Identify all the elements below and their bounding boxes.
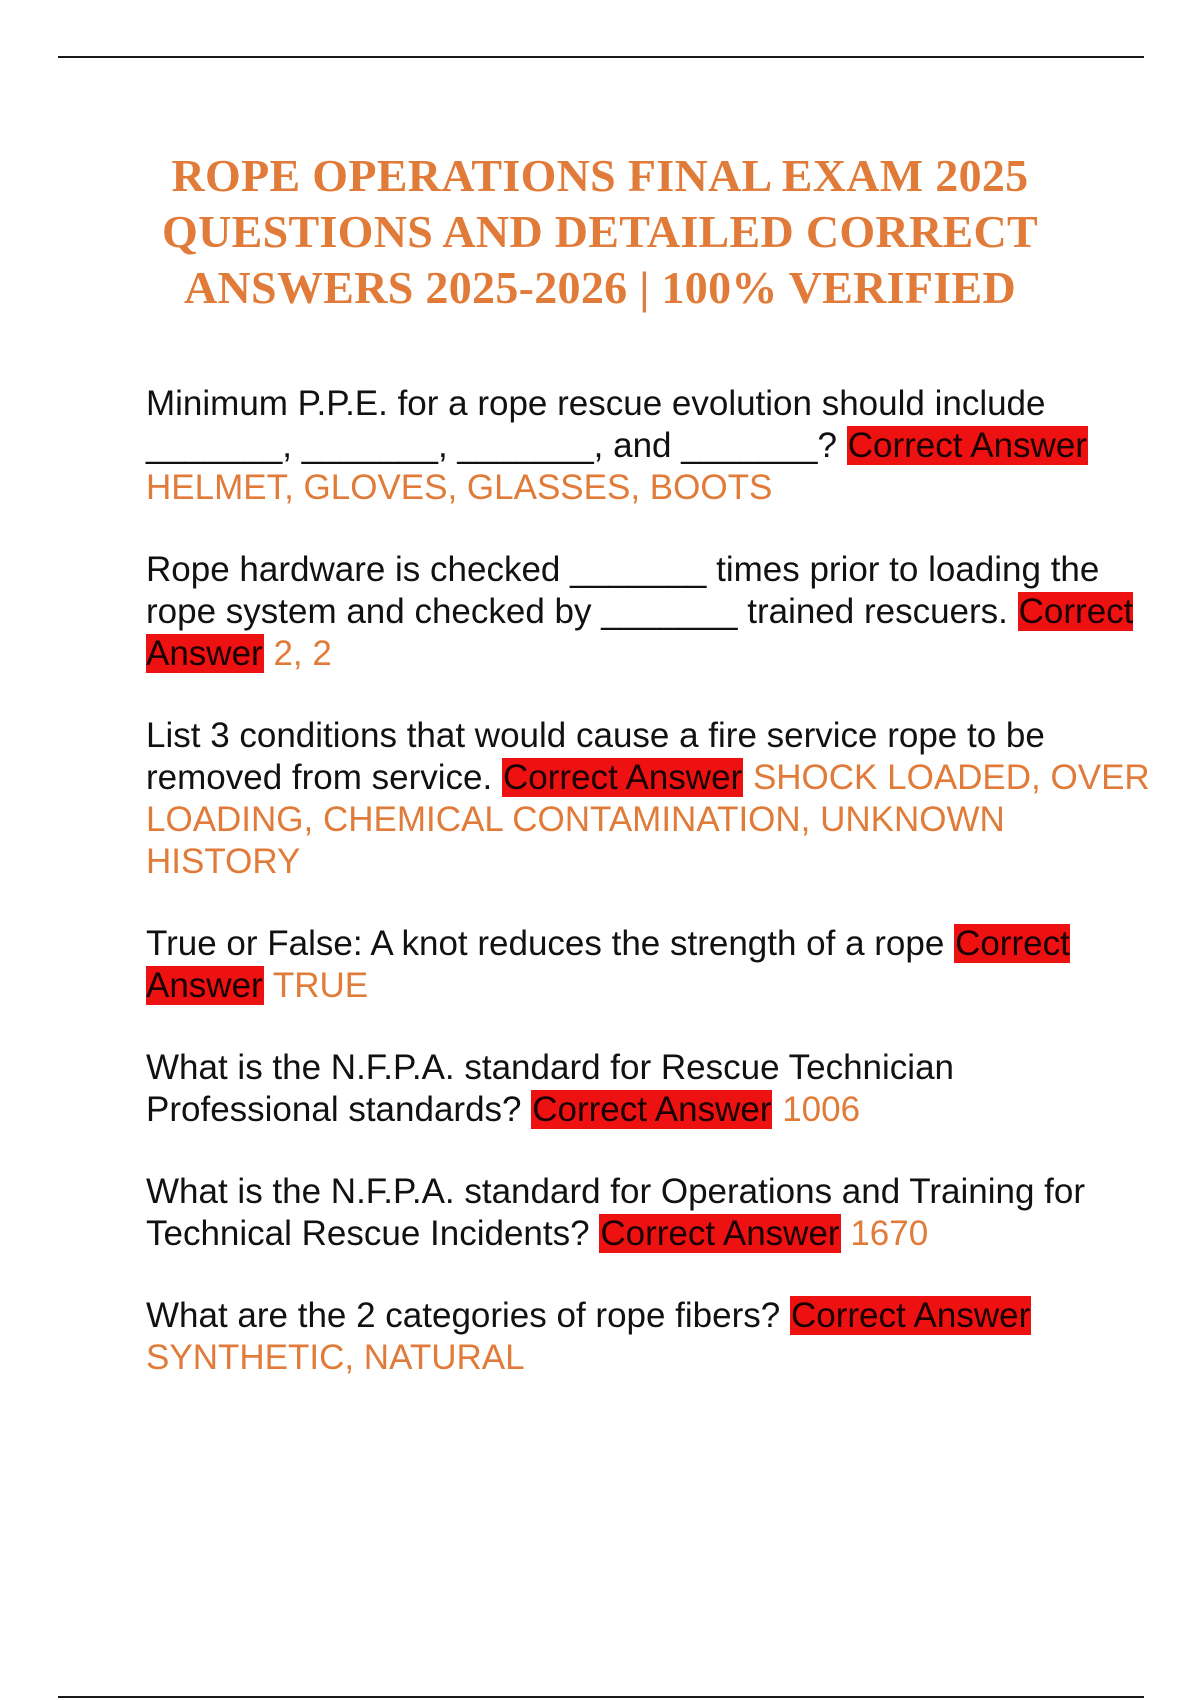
title-line: ROPE OPERATIONS FINAL EXAM 2025 xyxy=(171,150,1029,201)
answer-text: HELMET, GLOVES, GLASSES, BOOTS xyxy=(146,468,773,507)
question-item xyxy=(146,1171,1156,1255)
bottom-divider xyxy=(58,1696,1144,1698)
title-line: QUESTIONS AND DETAILED CORRECT xyxy=(162,206,1038,257)
correct-answer-tag: Correct Answer xyxy=(146,592,1134,673)
question-text: Rope hardware is checked _______ times prior to loading the rope system and checked by _______ trained rescuers. xyxy=(146,550,1100,631)
question-text: What is the N.F.P.A. standard for Rescue Technician Professional standards? xyxy=(146,1048,955,1129)
question-text: True or False: A knot reduces the strength of a rope xyxy=(146,924,945,963)
question-list xyxy=(146,383,1156,1419)
question-item xyxy=(146,1295,1156,1379)
correct-answer-tag: Correct Answer xyxy=(790,1296,1031,1335)
question-item xyxy=(146,923,1156,1007)
correct-answer-tag: Correct Answer xyxy=(847,426,1087,465)
answer-text: 2, 2 xyxy=(273,634,332,673)
answer-text: SHOCK LOADED, OVER LOADING, CHEMICAL CONTAMINATION, UNKNOWN HISTORY xyxy=(146,758,1150,881)
question-item xyxy=(146,715,1156,883)
question-item xyxy=(146,1047,1156,1131)
question-text: What are the 2 categories of rope fibers? xyxy=(146,1296,781,1335)
answer-text: SYNTHETIC, NATURAL xyxy=(146,1338,525,1377)
answer-text: 1670 xyxy=(850,1214,929,1253)
top-divider xyxy=(58,56,1144,58)
question-item xyxy=(146,549,1156,675)
answer-text: 1006 xyxy=(782,1090,861,1129)
question-text: What is the N.F.P.A. standard for Operations and Training for Technical Rescue Incidents? xyxy=(146,1172,1086,1253)
correct-answer-tag: Correct Answer xyxy=(532,1090,772,1129)
correct-answer-tag: Correct Answer xyxy=(146,924,1070,1005)
document-title xyxy=(100,148,1100,316)
title-line: ANSWERS 2025-2026 | 100% VERIFIED xyxy=(184,262,1016,313)
answer-text: TRUE xyxy=(272,966,369,1005)
question-text: Minimum P.P.E. for a rope rescue evolution should include _______, _______, _______, and _______? xyxy=(146,384,1046,465)
question-item xyxy=(146,383,1156,509)
correct-answer-tag: Correct Answer xyxy=(502,758,743,797)
correct-answer-tag: Correct Answer xyxy=(600,1214,840,1253)
question-text: List 3 conditions that would cause a fire service rope to be removed from service. xyxy=(146,716,1045,797)
